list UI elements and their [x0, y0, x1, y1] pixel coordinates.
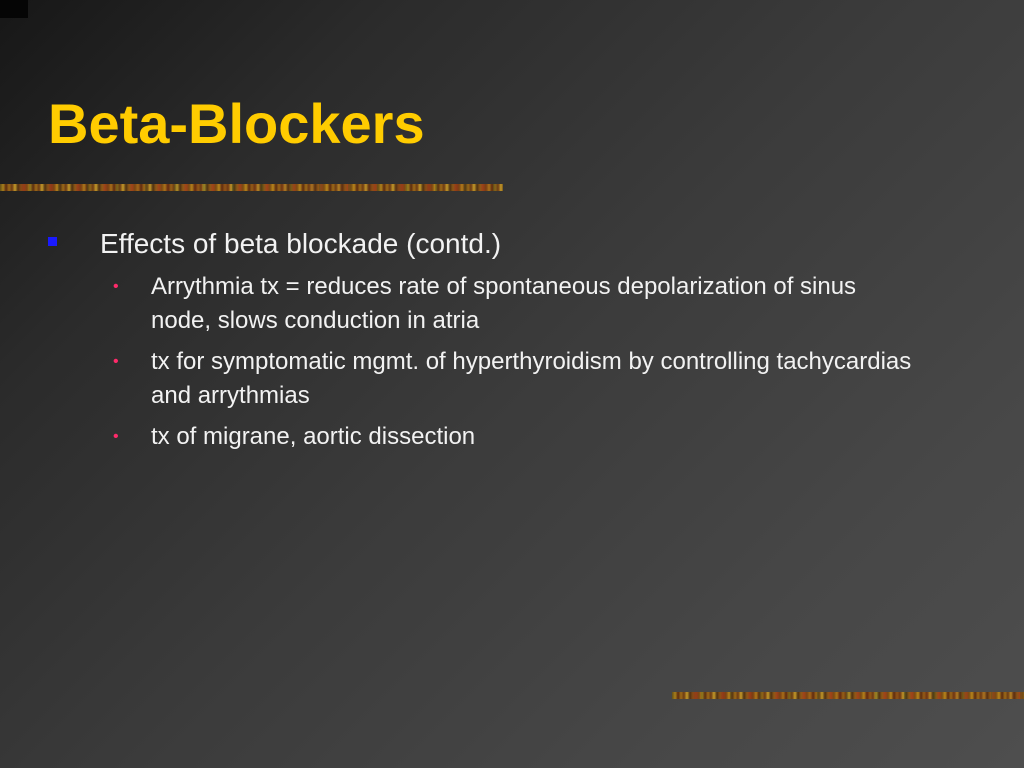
sub-bullet-item — [113, 270, 921, 338]
dot-bullet-icon: • — [113, 278, 119, 295]
sub-bullet-text: Arrythmia tx = reduces rate of spontaneous depolarization of sinus node, slows conduction in atria — [151, 273, 857, 334]
decorative-stripe-bottom — [672, 692, 1024, 699]
sub-bullet-item — [113, 420, 921, 454]
sub-bullet-item — [113, 345, 921, 413]
slide-content — [48, 226, 948, 461]
decorative-stripe-top — [0, 184, 503, 191]
dot-bullet-icon: • — [113, 428, 119, 445]
corner-marker — [0, 0, 28, 18]
sub-bullet-text: tx of migrane, aortic dissection — [151, 423, 476, 450]
main-bullet-text: Effects of beta blockade (contd.) — [100, 228, 502, 259]
square-bullet-icon — [48, 237, 57, 246]
sub-bullet-list — [48, 270, 948, 454]
slide-title: Beta-Blockers — [48, 92, 425, 155]
main-bullet-item — [48, 226, 948, 262]
dot-bullet-icon: • — [113, 353, 119, 370]
sub-bullet-text: tx for symptomatic mgmt. of hyperthyroidism by controlling tachycardias and arrythmias — [151, 348, 912, 409]
